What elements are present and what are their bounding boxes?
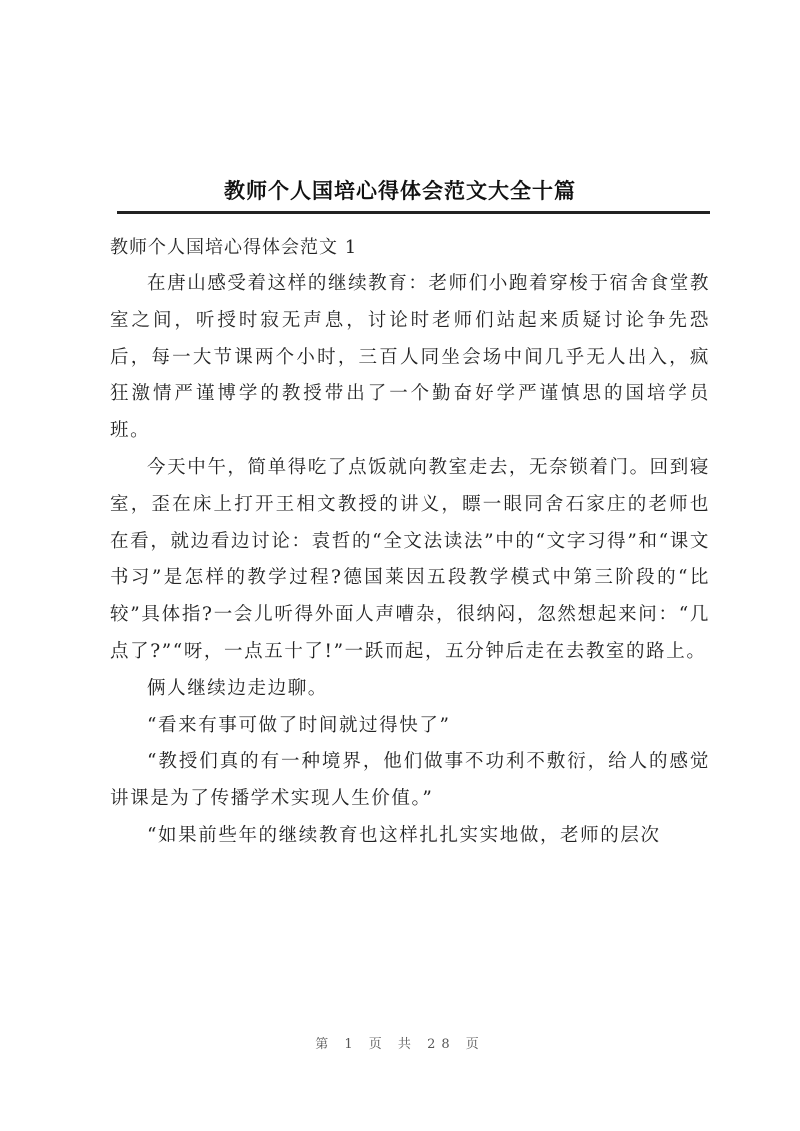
paragraph-4: “看来有事可做了时间就过得快了” bbox=[147, 714, 451, 736]
page-footer bbox=[0, 1033, 800, 1052]
footer-total-pages: 28 bbox=[427, 1037, 456, 1052]
document-title: 教师个人国培心得体会范文大全十篇 bbox=[224, 178, 576, 204]
footer-current-page: 1 bbox=[344, 1037, 359, 1052]
title-divider bbox=[117, 211, 710, 214]
document-body bbox=[110, 230, 710, 855]
footer-label-pages: 页 bbox=[465, 1037, 485, 1052]
footer-label-page: 第 bbox=[315, 1037, 335, 1052]
paragraph-3: 俩人继续边走边聊。 bbox=[147, 677, 328, 699]
section-heading: 教师个人国培心得体会范文 1 bbox=[110, 237, 358, 258]
footer-label-of: 页 共 bbox=[368, 1037, 417, 1052]
paragraph-2: 今天中午，简单得吃了点饭就向教室走去，无奈锁着门。回到寝室，歪在床上打开王相文教授的讲义，瞟一眼同舍石家庄的老师也在看，就边看边讨论：袁哲的“全文法读法”中的“文字习得”和“课文书习”是怎样的教学过程?德国莱因五段教学模式中第三阶段的“比较”具体指?一会儿听得外面人声嘈杂，很纳闷，忽然想起来问：“几点了?”“呀，一点五十了!”一跃而起，五分钟后走在去教室的路上。 bbox=[110, 456, 710, 662]
paragraph-6: “如果前些年的继续教育也这样扎扎实实地做，老师的层次 bbox=[147, 824, 661, 846]
paragraph-5: “教授们真的有一种境界，他们做事不功利不敷衍，给人的感觉讲课是为了传播学术实现人生价值。” bbox=[110, 751, 710, 810]
paragraph-1: 在唐山感受着这样的继续教育：老师们小跑着穿梭于宿舍食堂教室之间，听授时寂无声息，讨论时老师们站起来质疑讨论争先恐后，每一大节课两个小时，三百人同坐会场中间几乎无人出入，疯狂激情严谨博学的教授带出了一个勤奋好学严谨慎思的国培学员班。 bbox=[110, 273, 710, 442]
